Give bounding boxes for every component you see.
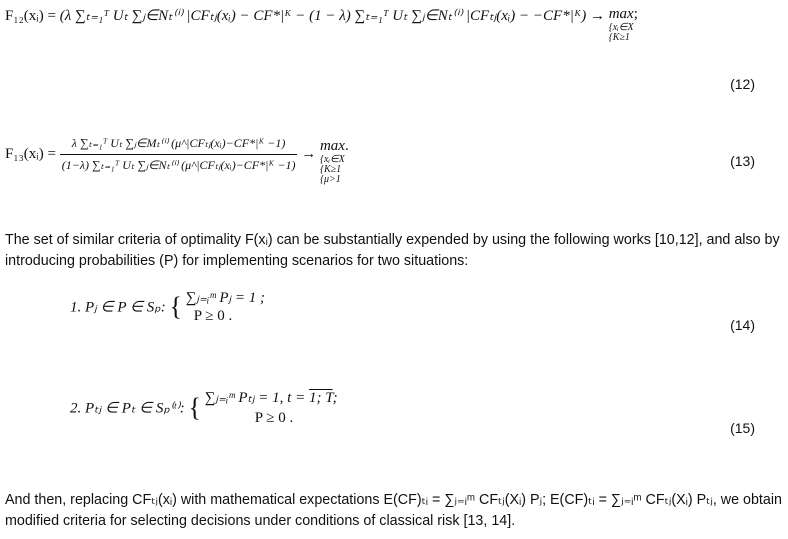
equation-13: [5, 124, 349, 185]
equation-14: [70, 289, 265, 325]
eq12-number: (12): [730, 76, 755, 92]
eq13-cond-2: {K≥1: [319, 164, 342, 175]
eq14-number: (14): [730, 317, 755, 333]
eq13-denominator: (1−λ) ∑ₜ₌₁ᵀ Uₜ ∑ⱼ∈Nₜ⁽ⁱ⁾ (μ^|CFₜⱼ(xᵢ)−CF*|ᴷ −1): [61, 158, 296, 172]
eq15-line-1-overline: 1; T: [308, 390, 333, 406]
paragraph-1: The set of similar criteria of optimality F(xᵢ) can be substantially expended by using the following works [10,12], and also by introducing probabilities (P) for implementing scenarios for two situations:: [5, 232, 780, 269]
eq13-opt: max: [319, 138, 345, 154]
eq13-limit: [320, 138, 349, 185]
eq12-opt: max: [608, 6, 634, 22]
eq14-brace: {: [169, 292, 182, 321]
eq15-line-1: [205, 388, 338, 408]
eq14-system: [186, 289, 265, 325]
eq12-lhs: F₁₂(xᵢ) =: [5, 8, 56, 24]
eq15-system: [205, 388, 338, 428]
eq13-lhs: F₁₃(xᵢ) =: [5, 146, 56, 162]
eq15-line-1-end: ;: [332, 390, 338, 406]
eq12-tail: ;: [633, 6, 638, 22]
equation-15: [70, 388, 338, 428]
eq12-cond-1: {xᵢ∈X: [608, 22, 634, 33]
eq15-line-1-text: ∑ⱼ₌ᵢᵐ Pₜⱼ = 1, t =: [204, 390, 309, 406]
eq13-tail: .: [344, 138, 349, 154]
eq13-number: (13): [730, 153, 755, 169]
eq14-line-1: ∑ⱼ₌ᵢᵐ Pⱼ = 1 ;: [185, 290, 265, 306]
eq13-arrow: →: [301, 146, 317, 162]
eq12-limit: [609, 6, 638, 43]
eq15-line-2: P ≥ 0 .: [254, 410, 294, 426]
eq13-fraction: [60, 136, 298, 173]
eq15-number: (15): [730, 420, 755, 436]
eq13-numerator: λ ∑ₜ₌₁ᵀ Uₜ ∑ⱼ∈Mₜ⁽ⁱ⁾ (μ^|CFₜⱼ(xᵢ)−CF*|ᴷ −1): [60, 136, 298, 155]
equation-12: [5, 6, 638, 43]
eq14-lead: 1. Pⱼ ∈ P ∈ Sₚ:: [70, 299, 166, 316]
eq15-brace: {: [188, 393, 201, 422]
eq13-cond-3: {μ>1: [319, 174, 341, 185]
eq12-cond-2: {K≥1: [608, 32, 630, 43]
eq12-body: (λ ∑ₜ₌₁ᵀ Uₜ ∑ⱼ∈Nₜ⁽ⁱ⁾ |CFₜⱼ(xᵢ) − CF*|ᴷ − (1 − λ) ∑ₜ₌₁ᵀ Uₜ ∑ⱼ∈Nₜ⁽ⁱ⁾ |CFₜⱼ(xᵢ) − −CF*|ᴷ) →: [59, 8, 605, 24]
paragraph-2: And then, replacing CFₜⱼ(xᵢ) with mathematical expectations E(CF)ₜᵢ = ∑ⱼ₌ᵢᵐ CFₜⱼ(Xᵢ) Pⱼ; E(CF)ₜᵢ = ∑ⱼ₌ᵢᵐ CFₜⱼ(Xᵢ) Pₜⱼ, we obtain modified criteria for selecting decisions under conditions of classical risk [13, 14].: [5, 492, 782, 529]
eq13-cond-1: {xᵢ∈X: [319, 154, 345, 165]
eq14-line-2: P ≥ 0 .: [193, 308, 233, 324]
eq15-lead: 2. Pₜⱼ ∈ Pₜ ∈ Sₚ⁽ᵗ⁾:: [70, 400, 185, 417]
